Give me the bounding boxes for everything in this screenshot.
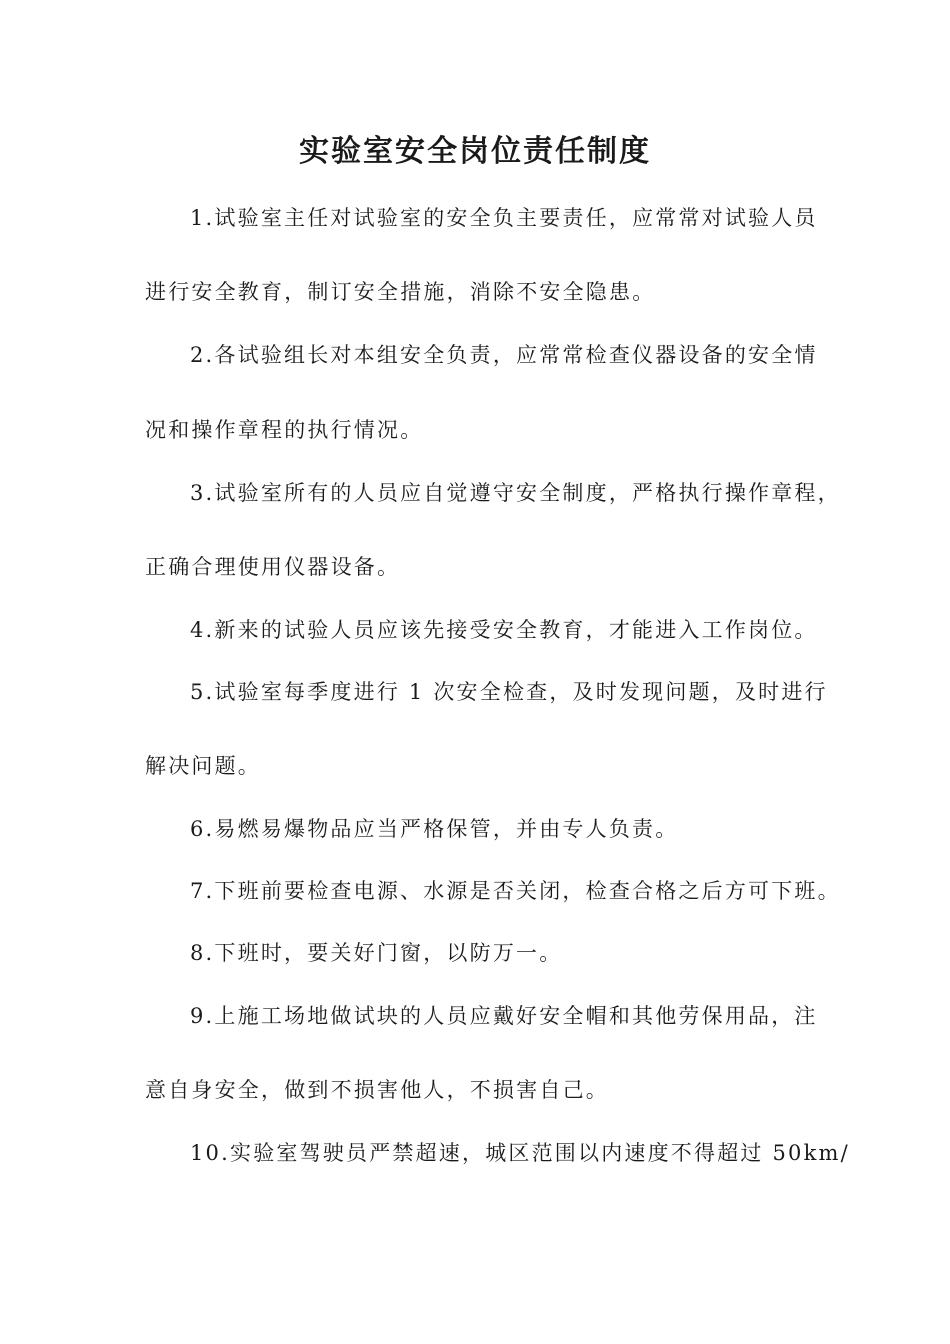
paragraph-10-first-line: 10.实验室驾驶员严禁超速，城区范围以内速度不得超过 50km/: [190, 1141, 850, 1165]
paragraph-1-continuation: 进行安全教育，制订安全措施，消除不安全隐患。: [145, 280, 656, 304]
paragraph-9-continuation: 意自身安全，做到不损害他人，不损害自己。: [145, 1078, 609, 1102]
paragraph-4-first-line: 4.新来的试验人员应该先接受安全教育，才能进入工作岗位。: [190, 618, 818, 642]
paragraph-1-first-line: 1.试验室主任对试验室的安全负主要责任，应常常对试验人员: [190, 206, 818, 230]
paragraph-3-first-line: 3.试验室所有的人员应自觉遵守安全制度，严格执行操作章程，: [190, 481, 841, 505]
paragraph-6-first-line: 6.易燃易爆物品应当严格保管，并由专人负责。: [190, 817, 679, 841]
paragraph-3-continuation: 正确合理使用仪器设备。: [145, 555, 401, 579]
page-title: 实验室安全岗位责任制度: [299, 134, 651, 169]
paragraph-7-first-line: 7.下班前要检查电源、水源是否关闭，检查合格之后方可下班。: [190, 879, 841, 903]
paragraph-9-first-line: 9.上施工场地做试块的人员应戴好安全帽和其他劳保用品，注: [190, 1004, 818, 1028]
paragraph-8-first-line: 8.下班时，要关好门窗，以防万一。: [190, 941, 563, 965]
paragraph-2-first-line: 2.各试验组长对本组安全负责，应常常检查仪器设备的安全情: [190, 343, 818, 367]
paragraph-5-first-line: 5.试验室每季度进行 1 次安全检查，及时发现问题，及时进行: [190, 680, 828, 704]
paragraph-5-continuation: 解决问题。: [145, 754, 261, 778]
paragraph-2-continuation: 况和操作章程的执行情况。: [145, 418, 424, 442]
